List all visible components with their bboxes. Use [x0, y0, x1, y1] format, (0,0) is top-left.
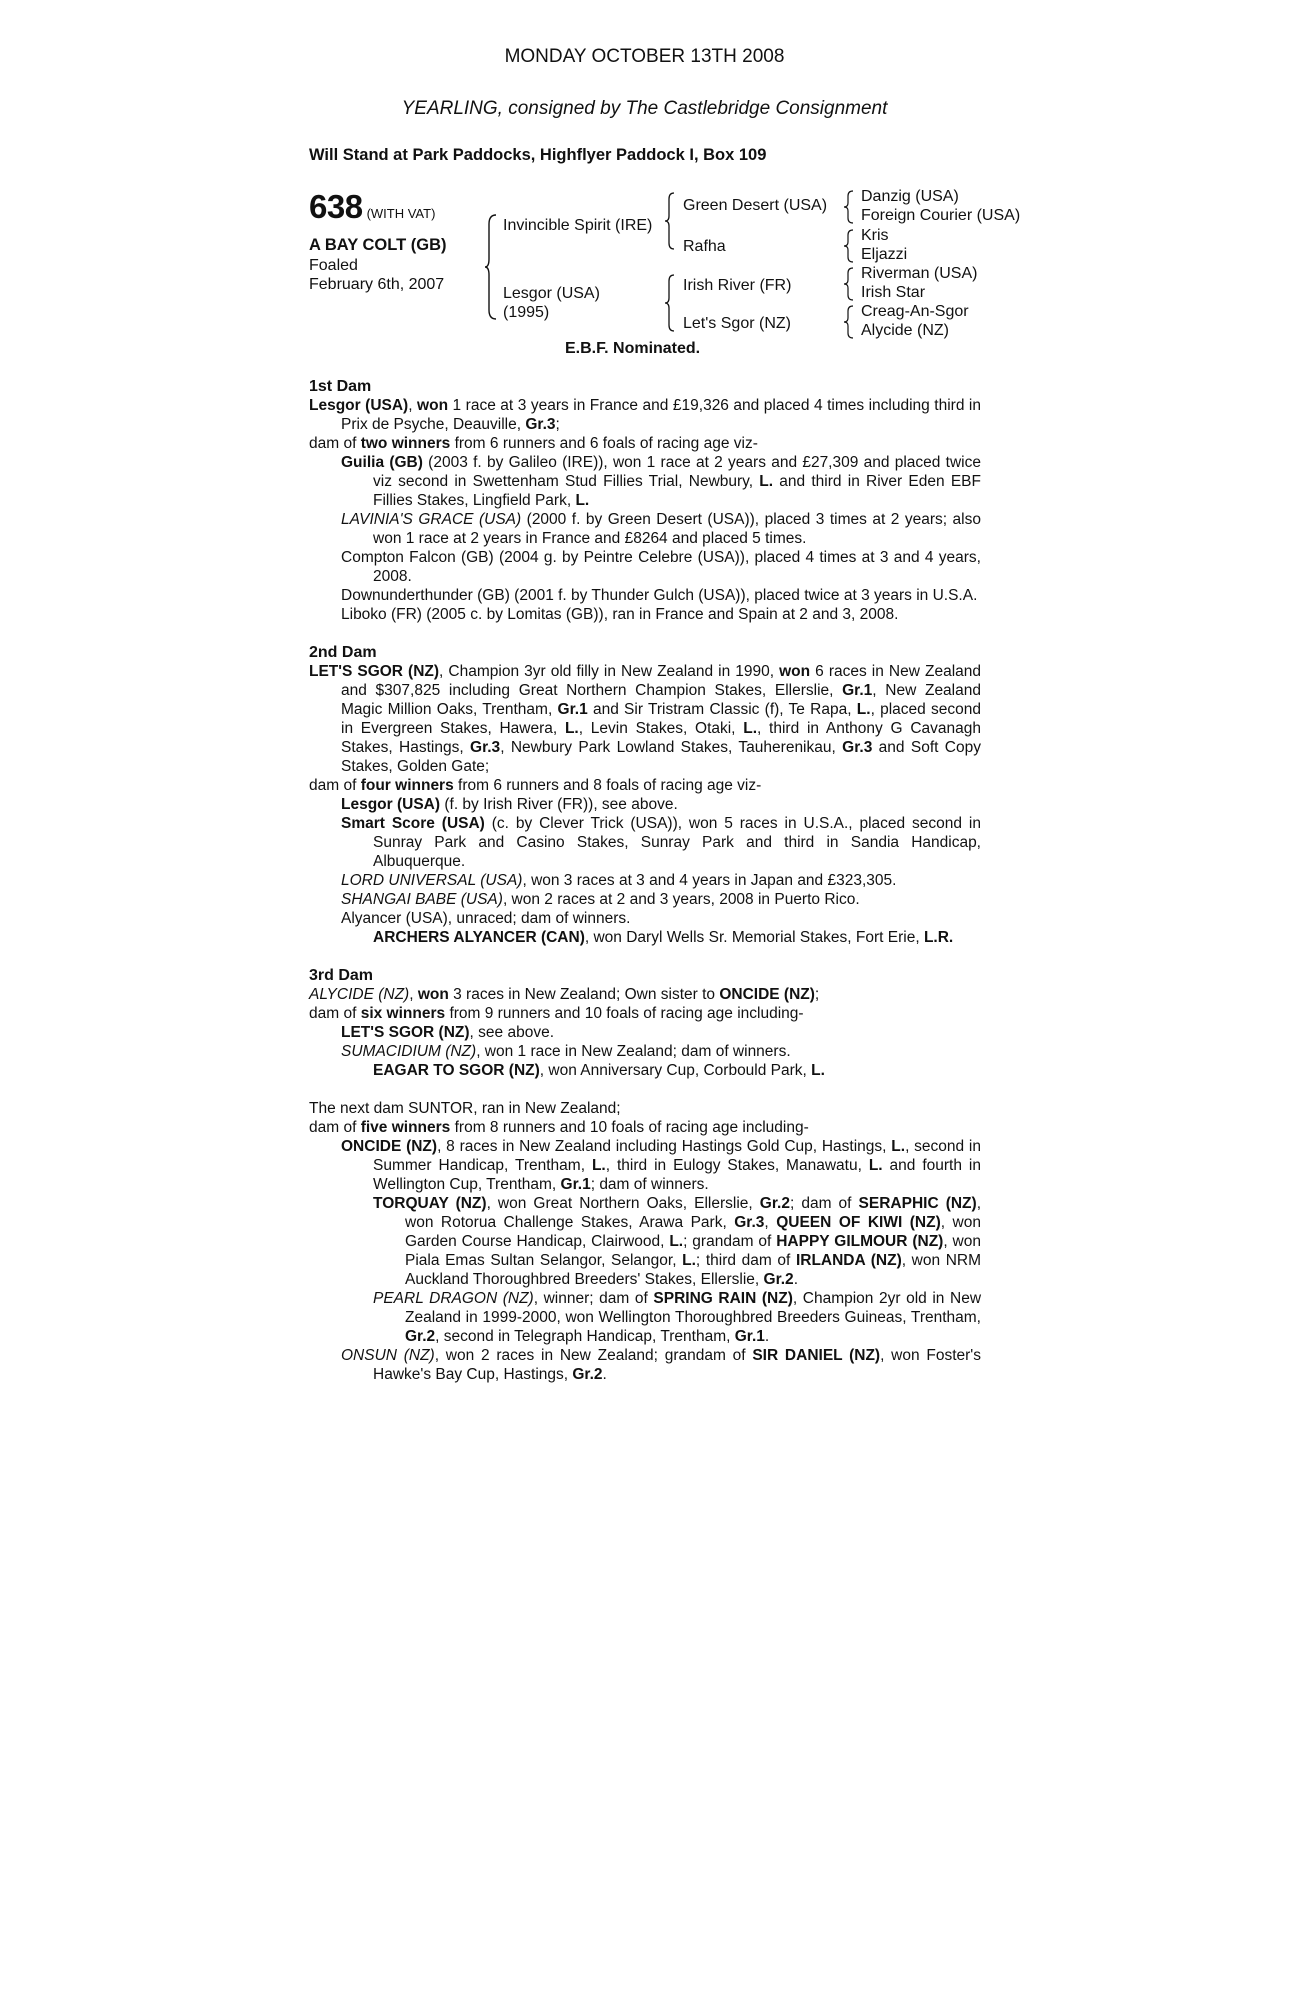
pedigree-sds: Kris — [861, 227, 889, 244]
pedigree-sire: Invincible Spirit (IRE) — [503, 217, 653, 234]
pedigree-ssd: Foreign Courier (USA) — [861, 207, 1021, 224]
produce-entry: PEARL DRAGON (NZ), winner; dam of SPRING RAIN (NZ), Champion 2yr old in New Zealand in 1999-2000, won Wellington Thoroughbred Breeders Guineas, Trentham, Gr.2, second in Telegraph Handicap, Trentham, Gr.1. — [373, 1290, 982, 1345]
produce-entry: Liboko (FR) (2005 c. by Lomitas (GB)), ran in France and Spain at 2 and 3, 2008. — [341, 606, 899, 623]
pedigree-dss: Riverman (USA) — [861, 265, 978, 282]
ebf-note: E.B.F. Nominated. — [565, 340, 701, 357]
produce-entry: ARCHERS ALYANCER (CAN), won Daryl Wells Sr. Memorial Stakes, Fort Erie, L.R. — [373, 929, 954, 946]
pedigree-ddd: Alycide (NZ) — [861, 322, 950, 339]
pedigree-brace-main — [484, 214, 498, 320]
produce-entry: LORD UNIVERSAL (USA), won 3 races at 3 and 4 years in Japan and £323,305. — [341, 872, 897, 889]
consignor-line: YEARLING, consigned by The Castlebridge Consignment — [401, 98, 888, 119]
produce-entry: Guilia (GB) (2003 f. by Galileo (IRE)), won 1 race at 2 years and £27,309 and placed twice viz second in Swettenham Stud Fillies Trial, Newbury, L. and third in River Eden EBF Fillies Stakes, Lingfield Park, L. — [341, 454, 981, 509]
pedigree-dam: Lesgor (USA) — [503, 285, 600, 302]
third-dam-produce-summary: dam of six winners from 9 runners and 10 foals of racing age including- — [309, 1005, 804, 1022]
next-dam-produce-summary: dam of five winners from 8 runners and 10 foals of racing age including- — [309, 1119, 809, 1136]
pedigree-dam-dam: Let's Sgor (NZ) — [683, 315, 791, 332]
pedigree-sss: Danzig (USA) — [861, 188, 959, 205]
pedigree-brace-dam — [664, 274, 676, 332]
pedigree-dam-sire: Irish River (FR) — [683, 277, 792, 294]
pedigree-brace-sire — [664, 192, 676, 250]
produce-entry: LET'S SGOR (NZ), see above. — [341, 1024, 554, 1041]
pedigree-brace-ss — [843, 190, 855, 224]
pedigree-dam-year: (1995) — [503, 304, 550, 321]
produce-entry: Lesgor (USA) (f. by Irish River (FR)), see above. — [341, 796, 678, 813]
lot-name: A BAY COLT (GB) — [309, 236, 447, 254]
pedigree-dsd: Irish Star — [861, 284, 926, 301]
produce-entry: ONSUN (NZ), won 2 races in New Zealand; grandam of SIR DANIEL (NZ), won Foster's Hawke's Bay Cup, Hastings, Gr.2. — [341, 1347, 981, 1383]
dam-record: Lesgor (USA), won 1 race at 3 years in France and £19,326 and placed 4 times including third in Prix de Psyche, Deauville, Gr.3; — [309, 397, 981, 433]
sale-date: MONDAY OCTOBER 13TH 2008 — [504, 46, 785, 67]
second-dam-produce-summary: dam of four winners from 6 runners and 8 foals of racing age viz- — [309, 777, 762, 794]
next-dam-record: The next dam SUNTOR, ran in New Zealand; — [309, 1100, 621, 1117]
pedigree-sdd: Eljazzi — [861, 246, 908, 263]
second-dam-record: LET'S SGOR (NZ), Champion 3yr old filly in New Zealand in 1990, won 6 races in New Zealand and $307,825 including Great Northern Champion Stakes, Ellerslie, Gr.1, New Zealand Magic Million Oaks, Trentham, Gr.1 and Sir Tristram Classic (f), Te Rapa, L., placed second in Evergreen Stakes, Hawera, L., Levin Stakes, Otaki, L., third in Anthony G Cavanagh Stakes, Hastings, Gr.3, Newbury Park Lowland Stakes, Tauherenikau, Gr.3 and Soft Copy Stakes, Golden Gate; — [309, 663, 982, 775]
first-dam-heading: 1st Dam — [309, 378, 372, 395]
stand-location: Will Stand at Park Paddocks, Highflyer Paddock I, Box 109 — [309, 146, 767, 164]
second-dam-heading: 2nd Dam — [309, 644, 377, 661]
produce-entry: TORQUAY (NZ), won Great Northern Oaks, Ellerslie, Gr.2; dam of SERAPHIC (NZ), won Rotorua Challenge Stakes, Arawa Park, Gr.3, QUEEN OF KIWI (NZ), won Garden Course Handicap, Clairwood, L.; grandam of HAPPY GILMOUR (NZ), won Piala Emas Sultan Selangor, Selangor, L.; third dam of IRLANDA (NZ), won NRM Auckland Thoroughbred Breeders' Stakes, Ellerslie, Gr.2. — [373, 1195, 982, 1288]
produce-entry: EAGAR TO SGOR (NZ), won Anniversary Cup, Corbould Park, L. — [373, 1062, 825, 1079]
produce-entry: Smart Score (USA) (c. by Clever Trick (USA)), won 5 races in U.S.A., placed second in Sunray Park and Casino Stakes, Sunray Park and third in Sandia Handicap, Albuquerque. — [341, 815, 981, 870]
vat-note: (WITH VAT) — [366, 206, 436, 221]
pedigree-sire-dam: Rafha — [683, 238, 726, 255]
produce-entry: LAVINIA'S GRACE (USA) (2000 f. by Green Desert (USA)), placed 3 times at 2 years; also won 1 race at 2 years in France and £8264 and placed 5 times. — [341, 511, 981, 547]
produce-entry: SUMACIDIUM (NZ), won 1 race in New Zealand; dam of winners. — [341, 1043, 791, 1060]
third-dam-heading: 3rd Dam — [309, 967, 374, 984]
foaled-date: February 6th, 2007 — [309, 276, 445, 293]
produce-entry: SHANGAI BABE (USA), won 2 races at 2 and 3 years, 2008 in Puerto Rico. — [341, 891, 860, 908]
pedigree-sire-sire: Green Desert (USA) — [683, 197, 828, 214]
produce-entry: Downunderthunder (GB) (2001 f. by Thunder Gulch (USA)), placed twice at 3 years in U.S.A. — [341, 587, 978, 604]
third-dam-record: ALYCIDE (NZ), won 3 races in New Zealand; Own sister to ONCIDE (NZ); — [309, 986, 820, 1003]
pedigree-dds: Creag-An-Sgor — [861, 303, 969, 320]
produce-entry: Compton Falcon (GB) (2004 g. by Peintre Celebre (USA)), placed 4 times at 3 and 4 years, 2008. — [341, 549, 981, 585]
produce-entry: Alyancer (USA), unraced; dam of winners. — [341, 910, 631, 927]
pedigree-brace-dd — [843, 305, 855, 339]
lot-number-block — [309, 188, 435, 226]
foaled-label: Foaled — [309, 257, 358, 274]
pedigree-brace-sd — [843, 229, 855, 263]
foaled-info — [309, 256, 444, 294]
family-history — [309, 377, 981, 1384]
pedigree-brace-ds — [843, 267, 855, 301]
dam-produce-summary: dam of two winners from 6 runners and 6 foals of racing age viz- — [309, 435, 758, 452]
produce-entry: ONCIDE (NZ), 8 races in New Zealand including Hastings Gold Cup, Hastings, L., second in Summer Handicap, Trentham, L., third in Eulogy Stakes, Manawatu, L. and fourth in Wellington Cup, Trentham, Gr.1; dam of winners. — [341, 1138, 981, 1193]
lot-number: 638 — [309, 188, 363, 225]
